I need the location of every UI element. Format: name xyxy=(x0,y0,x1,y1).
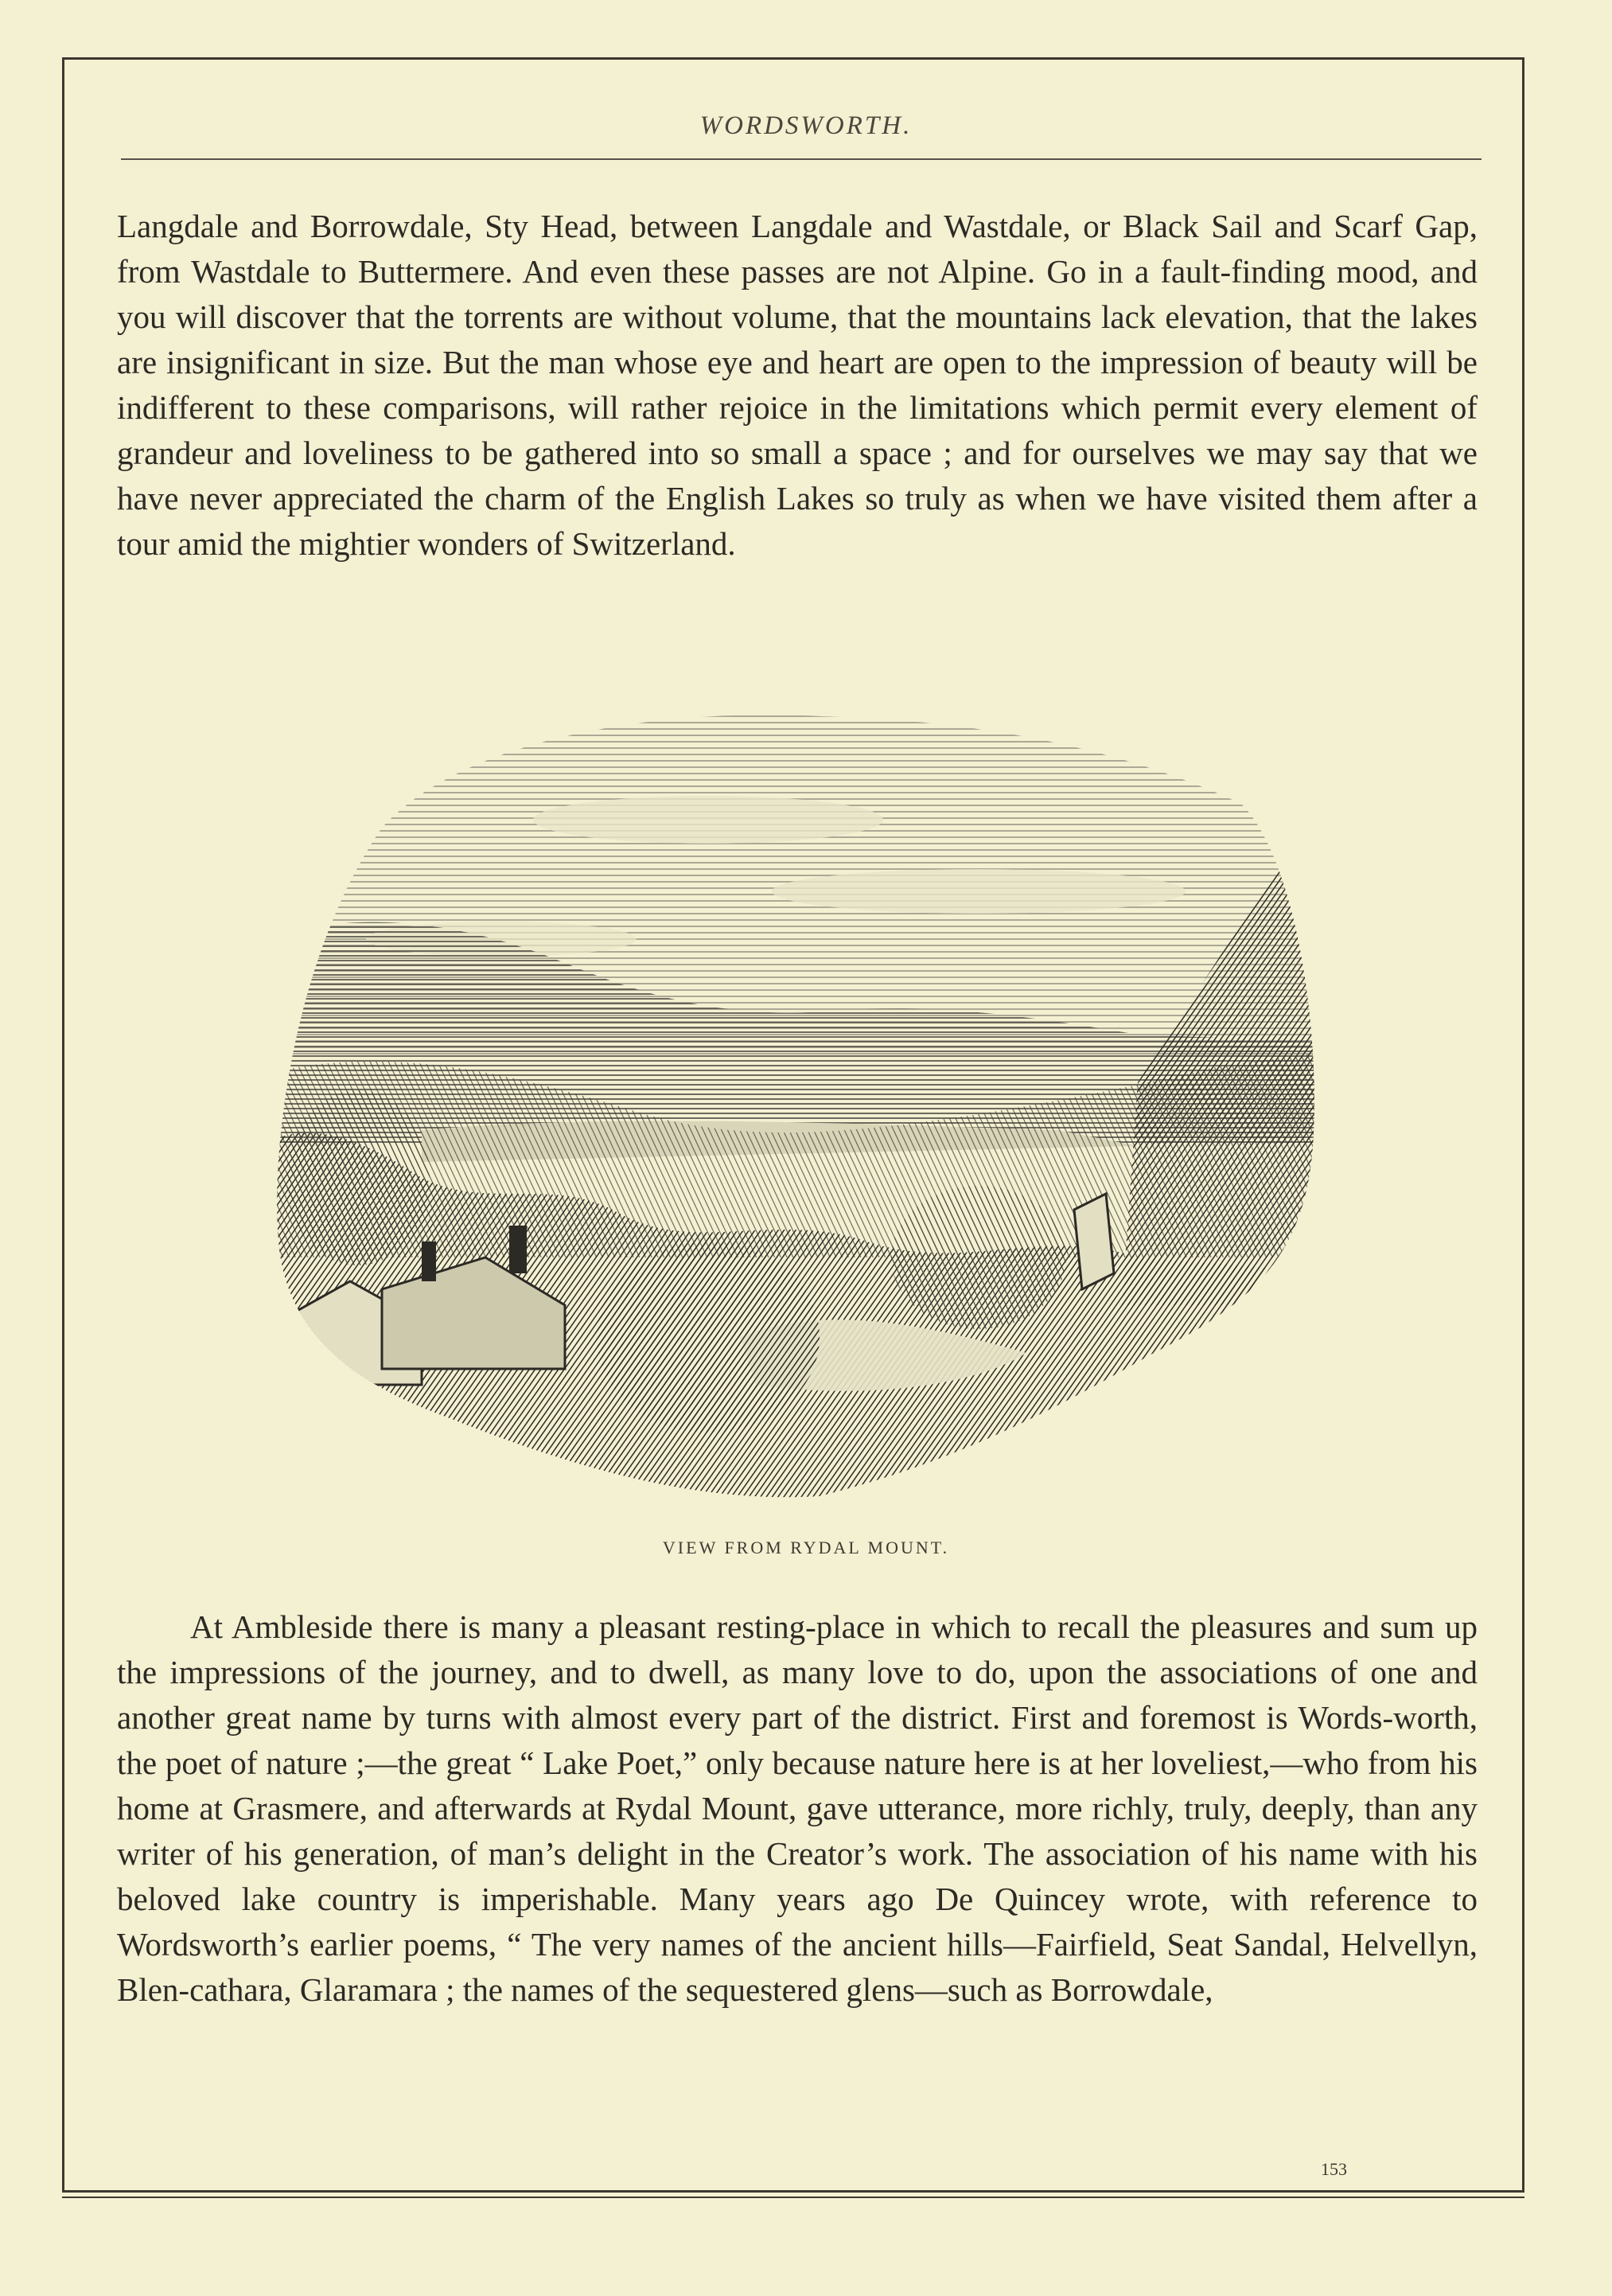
page-number: 153 xyxy=(1321,2159,1347,2179)
page-border-bottom-rule xyxy=(62,2197,1524,2198)
paragraph-2: At Ambleside there is many a pleasant resting-place in which to recall the pleasures and sum up the impressions of the journey, and to dwell, as many love to do, upon the associations of one and another great name by turns with almost every part of the district. First and foremost is Words-worth, the poet of nature ;—the great “ Lake Poet,” only because nature here is at her loveliest,—who from his home at Grasmere, and afterwards at Rydal Mount, gave utterance, more richly, truly, deeply, than any writer of his generation, of man’s delight in the Creator’s work. The association of his name with his beloved lake country is imperishable. Many years ago De Quincey wrote, with reference to Wordsworth’s earlier poems, “ The very names of the ancient hills—Fairfield, Seat Sandal, Helvellyn, Blen-cathara, Glaramara ; the names of the sequestered glens—such as Borrowdale, xyxy=(117,1608,1478,2008)
engraving-illustration xyxy=(263,700,1337,1520)
illustration-caption: VIEW FROM RYDAL MOUNT. xyxy=(662,1538,950,1557)
paragraph-1: Langdale and Borrowdale, Sty Head, between Langdale and Wastdale, or Black Sail and Scarf Gap, from Wastdale to Buttermere. And even these passes are not Alpine. Go in a fault-finding mood, and you will discover that the torrents are without volume, that the mountains lack elevation, that the lakes are insignificant in size. But the man whose eye and heart are open to the impression of beauty will be indifferent to these comparisons, will rather rejoice in the limitations which permit every element of grandeur and loveliness to be gathered into so small a space ; and for ourselves we may say that we have never appreciated the charm of the English Lakes so truly as when we have visited them after a tour amid the mightier wonders of Switzerland. xyxy=(117,208,1478,562)
header-rule xyxy=(121,158,1482,160)
running-head: WORDSWORTH. xyxy=(699,111,913,140)
